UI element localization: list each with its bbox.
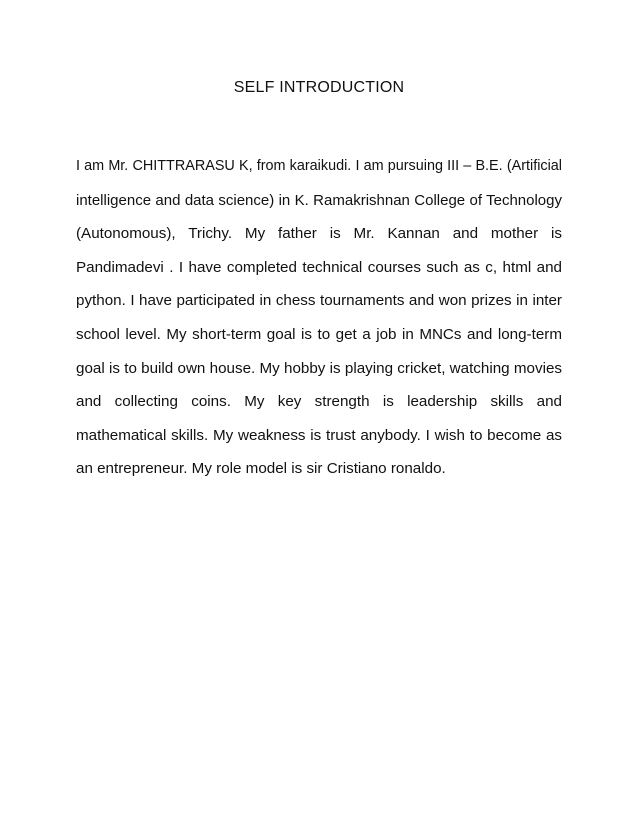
page-title: SELF INTRODUCTION: [233, 79, 405, 96]
introduction-paragraph: [76, 150, 562, 486]
paragraph-line-6: school level. My short-term goal is to get a job in MNCs and long-term: [76, 325, 562, 343]
paragraph-line-4: Pandimadevi . I have completed technical courses such as c, html and: [76, 258, 562, 276]
paragraph-line-7: goal is to build own house. My hobby is playing cricket, watching movies: [76, 359, 562, 377]
paragraph-line-5: python. I have participated in chess tournaments and won prizes in inter: [76, 292, 562, 310]
paragraph-line-10: an entrepreneur. My role model is sir Cristiano ronaldo.: [76, 460, 446, 478]
paragraph-line-2: intelligence and data science) in K. Ramakrishnan College of Technology: [76, 191, 562, 209]
paragraph-line-8: and collecting coins. My key strength is leadership skills and: [76, 393, 562, 411]
paragraph-line-3: (Autonomous), Trichy. My father is Mr. Kannan and mother is: [76, 225, 562, 243]
paragraph-line-9: mathematical skills. My weakness is trust anybody. I wish to become as: [76, 426, 562, 444]
paragraph-line-1: I am Mr. CHITTRARASU K, from karaikudi. I am pursuing III – B.E. (Artificial: [76, 158, 562, 174]
